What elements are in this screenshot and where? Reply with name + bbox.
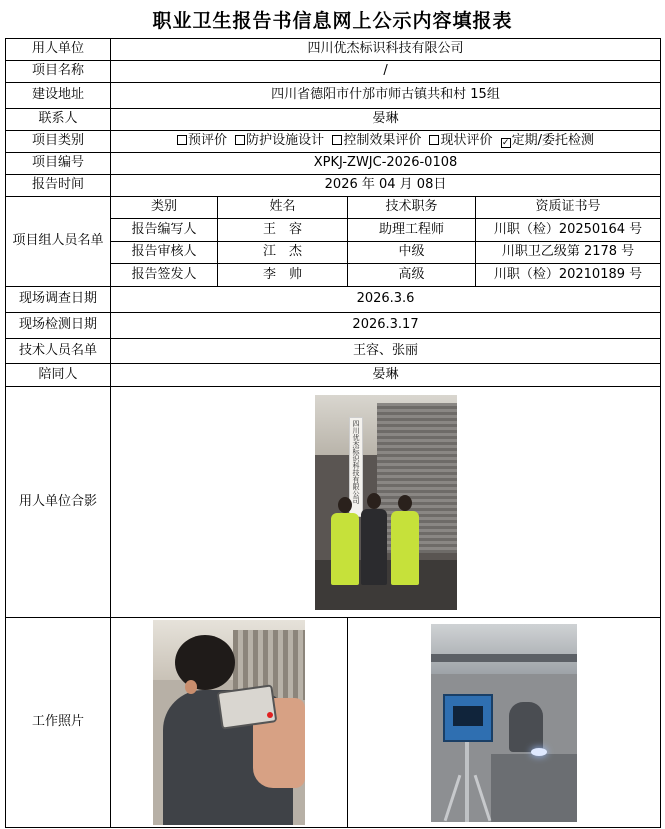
test-date-value: 2026.3.17 (111, 313, 661, 339)
members-header-certificate: 资质证书号 (476, 197, 661, 219)
disclosure-form-table (5, 38, 661, 828)
group-photo-image (315, 395, 457, 610)
member-category: 报告编写人 (111, 219, 218, 242)
members-header-category: 类别 (111, 197, 218, 219)
noise-meter-device (217, 684, 278, 729)
worker-head (175, 635, 235, 690)
address-row (6, 83, 661, 109)
group-photo-cell (111, 387, 661, 618)
member-certificate: 川职（检）20250164 号 (476, 219, 661, 242)
checkbox-icon[interactable] (332, 135, 342, 145)
employer-row (6, 39, 661, 61)
staff-row (6, 339, 661, 364)
project-name-value: / (111, 61, 661, 83)
report-date-value: 2026 年 04 月 08日 (111, 175, 661, 197)
welder-figure (509, 702, 543, 752)
project-type-options (111, 131, 661, 153)
staff-value: 王容、张丽 (111, 339, 661, 364)
option-label: 现状评价 (440, 133, 493, 149)
tripod-pole (465, 742, 469, 822)
employer-value: 四川优杰标识科技有限公司 (111, 39, 661, 61)
project-name-label: 项目名称 (6, 61, 111, 83)
work-photos-row (6, 618, 661, 828)
employer-label: 用人单位 (6, 39, 111, 61)
member-category: 报告审核人 (111, 242, 218, 264)
work-photo-cell-2 (348, 618, 661, 828)
option-pre-evaluation[interactable] (177, 133, 227, 148)
group-photo-label: 用人单位合影 (6, 387, 111, 618)
member-name: 王 容 (218, 219, 348, 242)
contact-value: 晏琳 (111, 109, 661, 131)
photo-roof (431, 624, 577, 674)
tripod-leg (474, 774, 492, 821)
checked-checkbox-icon[interactable]: ✓ (501, 138, 510, 149)
sampling-instrument (443, 694, 493, 742)
option-control-effect[interactable] (332, 133, 421, 148)
report-date-label: 报告时间 (6, 175, 111, 197)
page-title: 职业卫生报告书信息网上公示内容填报表 (152, 10, 513, 32)
survey-date-label: 现场调查日期 (6, 287, 111, 313)
project-no-value: XPKJ-ZWJC-2026-0108 (111, 153, 661, 175)
company-sign-text: 四川优杰标识科技有限公司 (352, 419, 360, 504)
worker-ear (185, 680, 197, 694)
member-title: 助理工程师 (348, 219, 476, 242)
survey-date-value: 2026.3.6 (111, 287, 661, 313)
group-photo-row (6, 387, 661, 618)
member-category: 报告签发人 (111, 264, 218, 287)
photo-beam (431, 654, 577, 662)
test-date-row (6, 313, 661, 339)
address-label: 建设地址 (6, 83, 111, 109)
option-label: 预评价 (188, 133, 228, 149)
option-status-evaluation[interactable] (429, 133, 492, 148)
option-label: 防护设施设计 (246, 133, 325, 149)
option-label: 控制效果评价 (343, 133, 422, 149)
work-photo-measurement (153, 620, 305, 825)
person-middle (361, 509, 387, 585)
test-date-label: 现场检测日期 (6, 313, 111, 339)
address-value: 四川省德阳市什邡市师古镇共和村 15组 (111, 83, 661, 109)
welding-arc (531, 748, 547, 756)
members-header-title: 技术职务 (348, 197, 476, 219)
escort-value: 晏琳 (111, 364, 661, 387)
report-date-row (6, 175, 661, 197)
member-title: 中级 (348, 242, 476, 264)
escort-row (6, 364, 661, 387)
contact-label: 联系人 (6, 109, 111, 131)
project-no-row (6, 153, 661, 175)
project-name-row (6, 61, 661, 83)
instrument-panel (453, 706, 483, 726)
member-title: 高级 (348, 264, 476, 287)
person-middle-head (367, 493, 381, 509)
contact-row (6, 109, 661, 131)
staff-label: 技术人员名单 (6, 339, 111, 364)
member-name: 江 杰 (218, 242, 348, 264)
project-no-label: 项目编号 (6, 153, 111, 175)
tripod-leg (444, 774, 462, 821)
photo-workbench (491, 754, 577, 822)
work-photos-label: 工作照片 (6, 618, 111, 828)
work-photo-cell-1 (111, 618, 348, 828)
person-left-head (338, 497, 352, 513)
members-label: 项目组人员名单 (6, 197, 111, 287)
members-header-name: 姓名 (218, 197, 348, 219)
device-indicator-light (267, 712, 273, 718)
person-right-head (398, 495, 412, 511)
option-periodic-testing[interactable] (501, 133, 594, 148)
member-name: 李 帅 (218, 264, 348, 287)
option-protection-design[interactable] (235, 133, 324, 148)
person-left (331, 513, 359, 585)
member-certificate: 川职（检）20210189 号 (476, 264, 661, 287)
project-type-label: 项目类别 (6, 131, 111, 153)
member-certificate: 川职卫乙级第 2178 号 (476, 242, 661, 264)
project-type-row (6, 131, 661, 153)
members-header-row (6, 197, 661, 219)
person-right (391, 511, 419, 585)
option-label: 定期/委托检测 (511, 133, 595, 149)
survey-date-row (6, 287, 661, 313)
checkbox-icon[interactable] (429, 135, 439, 145)
escort-label: 陪同人 (6, 364, 111, 387)
checkbox-icon[interactable] (177, 135, 187, 145)
work-photo-sampling (431, 624, 577, 822)
checkbox-icon[interactable] (235, 135, 245, 145)
